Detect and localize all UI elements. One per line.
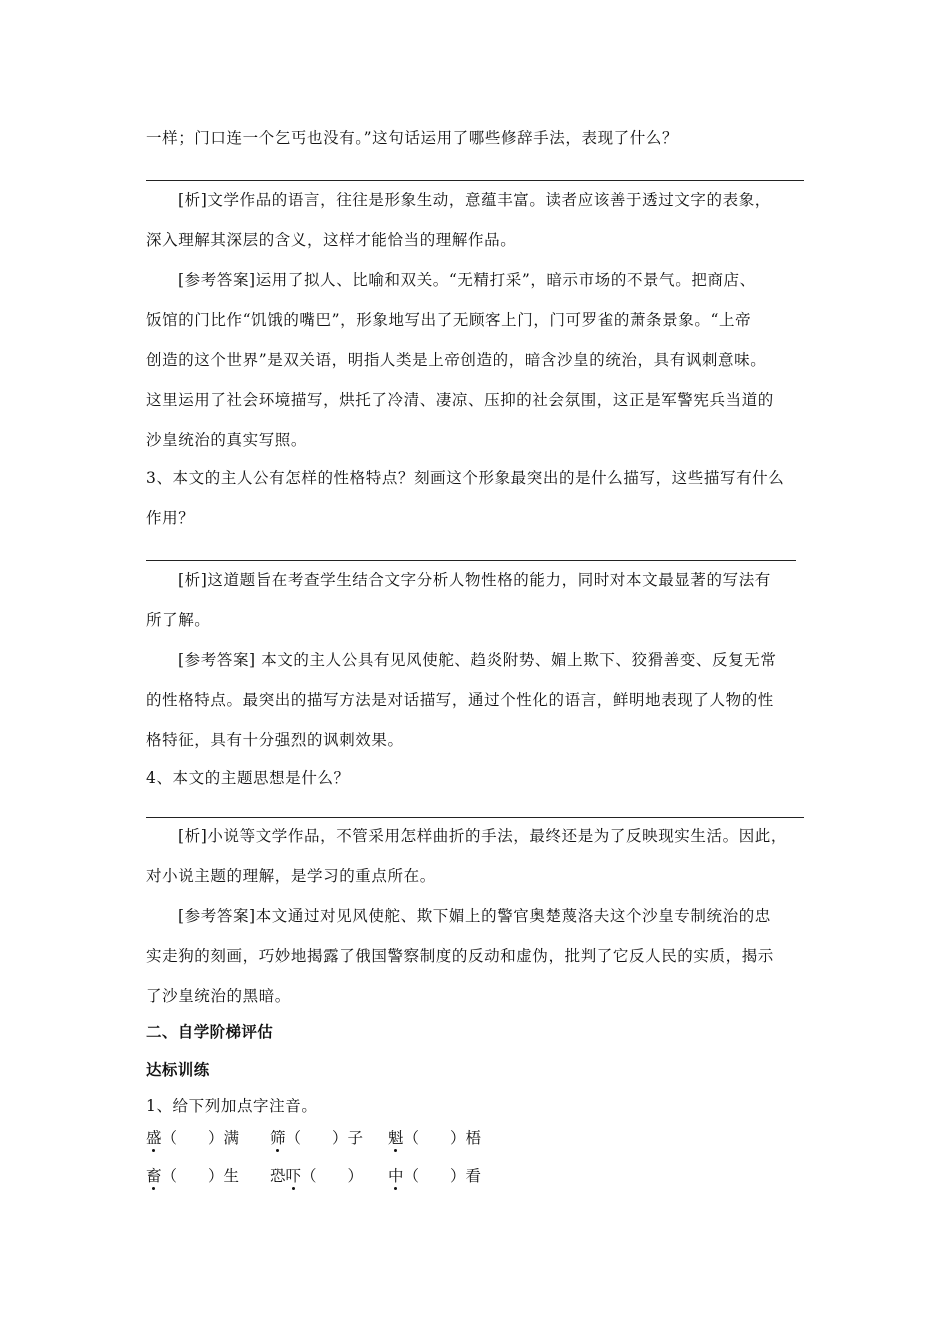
pinyin-blank-text: （ ）梧: [403, 1129, 482, 1147]
dotted-char: 中: [388, 1167, 404, 1185]
subsection-heading: 达标训练: [146, 1061, 210, 1079]
reference-answer: 的性格特点。最突出的描写方法是对话描写，通过个性化的语言，鲜明地表现了人物的性: [146, 691, 774, 709]
pinyin-blank-text: （ ）看: [403, 1167, 482, 1185]
analysis-text: 所了解。: [146, 611, 211, 629]
reference-answer: [参考答案] 本文的主人公具有见风使舵、趋炎附势、媚上欺下、狡猾善变、反复无常: [178, 651, 777, 669]
pinyin-item: [388, 1166, 481, 1186]
dotted-char: 筛: [270, 1129, 286, 1147]
analysis-text: 深入理解其深层的含义，这样才能恰当的理解作品。: [146, 231, 517, 249]
reference-answer: 沙皇统治的真实写照。: [146, 431, 308, 449]
dotted-char: 畜: [146, 1167, 162, 1185]
question-3: 作用？: [146, 509, 195, 527]
reference-answer: 创造的这个世界”是双关语，明指人类是上帝创造的，暗含沙皇的统治，具有讽刺意味。: [146, 351, 767, 369]
reference-answer: 了沙皇统治的黑暗。: [146, 987, 291, 1005]
question-3: 3、本文的主人公有怎样的性格特点？刻画这个形象最突出的是什么描写，这些描写有什么: [146, 469, 785, 487]
answer-blank-line: [146, 817, 804, 818]
dotted-char: 魁: [388, 1129, 404, 1147]
reference-answer: [参考答案]本文通过对见风使舵、欺下媚上的警官奥楚蔑洛夫这个沙皇专制统治的忠: [178, 907, 771, 925]
pinyin-item: [146, 1128, 239, 1148]
pinyin-item: [146, 1166, 239, 1186]
pinyin-item: [388, 1128, 481, 1148]
pinyin-blank-text: （ ）生: [161, 1167, 240, 1185]
question-2-tail: 一样；门口连一个乞丐也没有。”这句话运用了哪些修辞手法，表现了什么？: [146, 129, 679, 147]
answer-blank-line: [146, 180, 804, 181]
pinyin-blank-text: （ ）子: [285, 1129, 364, 1147]
question-4: 4、本文的主题思想是什么？: [146, 769, 350, 787]
reference-answer: [参考答案]运用了拟人、比喻和双关。“无精打采”，暗示市场的不景气。把商店、: [178, 271, 756, 289]
plain-char: 恐: [270, 1167, 286, 1185]
dotted-char: 吓: [285, 1167, 302, 1185]
reference-answer: 饭馆的门比作“饥饿的嘴巴”，形象地写出了无顾客上门，门可罗雀的萧条景象。“上帝: [146, 311, 752, 329]
pinyin-blank-text: （ ）满: [161, 1129, 240, 1147]
pinyin-item: [270, 1128, 363, 1148]
reference-answer: 格特征，具有十分强烈的讽刺效果。: [146, 731, 404, 749]
exercise-1-prompt: 1、给下列加点字注音。: [146, 1097, 318, 1115]
answer-blank-line: [146, 560, 796, 561]
analysis-text: [析]小说等文学作品，不管采用怎样曲折的手法，最终还是为了反映现实生活。因此，: [178, 827, 787, 845]
dotted-char: 盛: [146, 1129, 162, 1147]
pinyin-item: [270, 1166, 363, 1186]
section-heading: 二、自学阶梯评估: [146, 1023, 274, 1041]
analysis-text: 对小说主题的理解，是学习的重点所在。: [146, 867, 436, 885]
pinyin-blank-text: （ ）: [301, 1167, 364, 1185]
analysis-text: [析]这道题旨在考查学生结合文字分析人物性格的能力，同时对本文最显著的写法有: [178, 571, 771, 589]
reference-answer: 实走狗的刻画，巧妙地揭露了俄国警察制度的反动和虚伪，批判了它反人民的实质，揭示: [146, 947, 774, 965]
analysis-text: [析]文学作品的语言，往往是形象生动，意蕴丰富。读者应该善于透过文字的表象，: [178, 191, 771, 209]
reference-answer: 这里运用了社会环境描写，烘托了冷清、凄凉、压抑的社会氛围，这正是军警宪兵当道的: [146, 391, 774, 409]
